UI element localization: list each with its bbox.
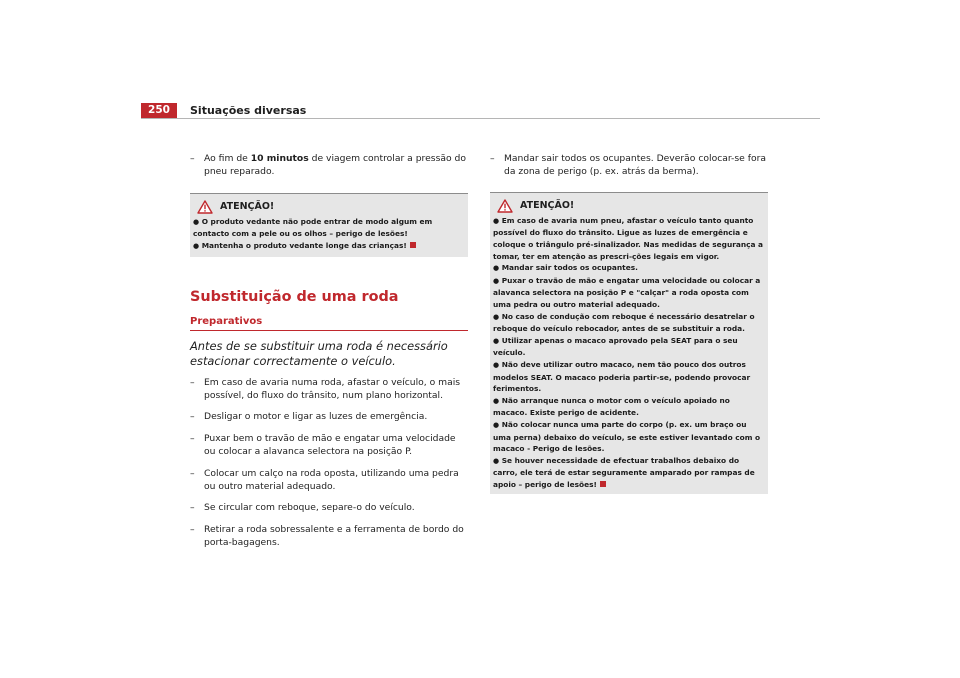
left-column <box>190 152 468 558</box>
instruction-step <box>190 410 468 423</box>
warning-item-text: Mandar sair todos os ocupantes. <box>501 263 638 273</box>
step-text-start: Ao fim de <box>204 153 248 164</box>
warning-item <box>493 455 764 491</box>
dash-marker: – <box>190 502 195 514</box>
warning-item <box>493 215 764 262</box>
warning-item <box>493 335 764 359</box>
warning-item <box>193 216 464 240</box>
instruction-step <box>190 152 468 179</box>
bullet-icon: ● <box>493 420 500 429</box>
step-text: Se circular com reboque, separe-o do veículo. <box>204 502 415 514</box>
dash-marker: – <box>190 376 195 388</box>
bullet-icon: ● <box>493 456 500 465</box>
warning-box <box>490 192 768 495</box>
warning-item-text: No caso de condução com reboque é necessário desatrelar o reboque do veículo rebocador, antes de se substituir a roda. <box>493 311 755 334</box>
step-text: Retirar a roda sobressalente e a ferramenta de bordo do porta-bagagens. <box>204 523 464 549</box>
instruction-step <box>190 467 468 494</box>
dash-marker: – <box>190 153 195 164</box>
warning-item-text: Não arranque nunca o motor com o veículo apoiado no macaco. Existe perigo de acidente. <box>493 395 730 418</box>
warning-box <box>190 193 468 257</box>
bullet-icon: ● <box>193 242 200 250</box>
dash-marker: – <box>190 411 195 423</box>
warning-triangle-icon <box>197 200 213 214</box>
warning-header <box>497 199 764 213</box>
warning-item-text: Utilizar apenas o macaco aprovado pela SEAT para o seu veículo. <box>493 335 738 358</box>
header-rule <box>141 118 820 119</box>
instruction-step <box>190 376 468 403</box>
dash-marker: – <box>190 523 195 535</box>
bullet-icon: ● <box>493 396 500 405</box>
warning-item-text: Se houver necessidade de efectuar trabalhos debaixo do carro, ele terá de estar seguramente amparado por rampas de apoio – perigo de lesões! <box>493 455 755 489</box>
step-text: Em caso de avaria numa roda, afastar o veículo, o mais possível, do fluxo do trânsito, num plano horizontal. <box>204 376 461 401</box>
warning-item-text: O produto vedante não pode entrar de modo algum em contacto com a pele ou os olhos – perigo de lesões! <box>193 216 433 239</box>
bullet-icon: ● <box>193 217 200 226</box>
step-text: Mandar sair todos os ocupantes. Deverão colocar-se fora da zona de perigo (p. ex. atrás da berma). <box>504 153 766 178</box>
warning-item-text: Mantenha o produto vedante longe das crianças! <box>201 241 407 250</box>
right-column <box>490 152 768 494</box>
instruction-step <box>190 432 468 459</box>
step-text: Desligar o motor e ligar as luzes de emergência. <box>204 411 428 423</box>
instruction-step <box>190 523 468 550</box>
warning-item <box>493 359 764 395</box>
dash-marker: – <box>190 432 195 444</box>
instruction-step <box>490 152 768 179</box>
warning-item-text: Puxar o travão de mão e engatar uma velocidade ou colocar a alavanca selectora na posição P e "calçar" a roda oposta com uma pedra ou outro material adequado. <box>493 275 761 309</box>
warning-item-text: Não colocar nunca uma parte do corpo (p. ex. um braço ou uma perna) debaixo do veículo, se este estiver levantado com o macaco - Perigo de lesões. <box>493 419 761 454</box>
running-header: Situações diversas <box>190 104 307 117</box>
step-text-emphasis: 10 minutos <box>250 153 309 164</box>
dash-marker: – <box>190 467 195 479</box>
section-heading: Substituição de uma roda <box>190 288 399 305</box>
bullet-icon: ● <box>493 336 500 345</box>
warning-title: ATENÇÃO! <box>520 200 575 212</box>
intro-text: Antes de se substituir uma roda é necessário estacionar correctamente o veículo. <box>190 338 448 369</box>
warning-header <box>197 200 464 214</box>
end-square-icon <box>410 242 416 248</box>
warning-title: ATENÇÃO! <box>220 201 275 213</box>
warning-item-text: Em caso de avaria num pneu, afastar o veículo tanto quanto possível do fluxo do trânsito. Ligue as luzes de emergência e coloque o triângulo pré-sinalizador. Nas medidas de segurança a tomar, ter em atenção as prescri-ções legais em vigor. <box>493 215 764 261</box>
end-square-icon <box>600 481 606 487</box>
step-text: Colocar um calço na roda oposta, utilizando uma pedra ou outro material adequado. <box>204 467 459 493</box>
bullet-icon: ● <box>493 264 500 273</box>
warning-item <box>493 419 764 455</box>
warning-item <box>193 240 464 253</box>
warning-item <box>493 275 764 311</box>
instruction-step <box>190 501 468 514</box>
bullet-icon: ● <box>493 312 500 321</box>
subsection-heading: Preparativos <box>190 315 468 331</box>
bullet-icon: ● <box>493 360 500 369</box>
step-text-end: de viagem controlar a pressão do pneu reparado. <box>204 153 466 178</box>
warning-item <box>493 311 764 335</box>
warning-item <box>493 262 764 275</box>
warning-triangle-icon <box>497 199 513 213</box>
bullet-icon: ● <box>493 276 500 285</box>
page-number: 250 <box>141 103 177 118</box>
dash-marker: – <box>490 153 495 164</box>
bullet-icon: ● <box>493 216 500 225</box>
warning-item <box>493 395 764 419</box>
warning-item-text: Não deve utilizar outro macaco, nem tão pouco dos outros modelos SEAT. O macaco poderia partir-se, podendo provocar ferimentos. <box>493 359 751 394</box>
step-text: Puxar bem o travão de mão e engatar uma velocidade ou colocar a alavanca selectora na posição P. <box>204 432 456 458</box>
